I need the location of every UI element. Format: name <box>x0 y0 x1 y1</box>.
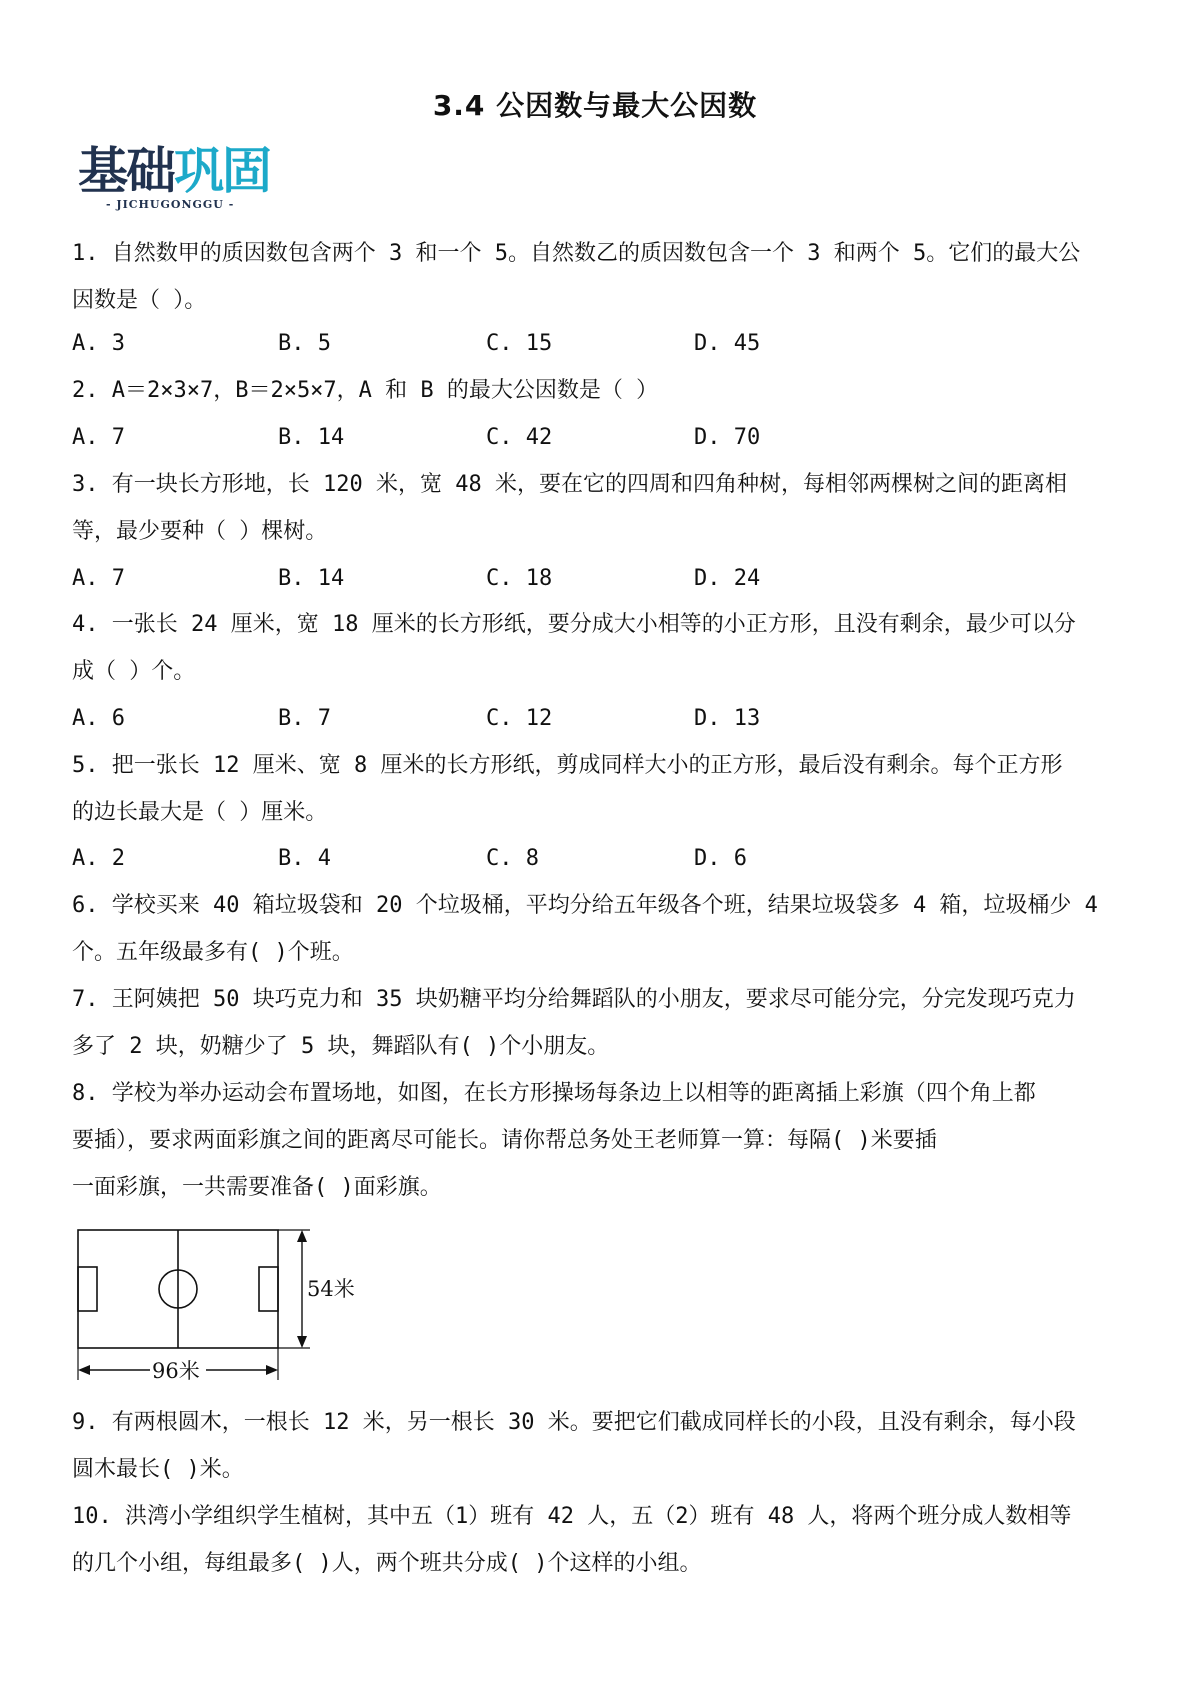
question-line: 要插），要求两面彩旗之间的距离尽可能长。请你帮总务处王老师算一算：每隔( )米要插 <box>72 1128 937 1153</box>
question-7 <box>72 976 1132 1070</box>
question-4 <box>72 601 1132 695</box>
option: B. 5 <box>278 331 331 356</box>
question-line: 7. 王阿姨把 50 块巧克力和 35 块奶糖平均分给舞蹈队的小朋友，要求尽可能分完，分完发现巧克力 <box>72 987 1076 1012</box>
field-right-box <box>259 1267 278 1311</box>
question-line: 等，最少要种（ ）棵树。 <box>72 519 328 544</box>
question-2 <box>72 367 1132 414</box>
question-line: 的几个小组，每组最多( )人，两个班共分成( )个这样的小组。 <box>72 1551 702 1576</box>
question-9 <box>72 1399 1132 1493</box>
question-line: 3. 有一块长方形地，长 120 米，宽 48 米，要在它的四周和四角种树，每相邻两棵树之间的距离相 <box>72 472 1067 497</box>
logo-subtitle: - JICHUGONGGU - <box>106 198 235 211</box>
option: C. 12 <box>486 706 553 731</box>
question-line: 一面彩旗，一共需要准备( )面彩旗。 <box>72 1175 442 1200</box>
sports-field-figure <box>70 1225 370 1380</box>
question-line: 个。五年级最多有( )个班。 <box>72 940 354 965</box>
field-left-box <box>78 1267 97 1311</box>
option: C. 15 <box>486 331 553 356</box>
option: D. 45 <box>694 331 761 356</box>
question-8 <box>72 1070 1132 1211</box>
page-title: 3.4 公因数与最大公因数 <box>432 89 758 122</box>
question-10 <box>72 1493 1132 1587</box>
height-arrow-bottom <box>297 1336 307 1348</box>
option: D. 70 <box>694 425 761 450</box>
question-line: 圆木最长( )米。 <box>72 1457 244 1482</box>
option: D. 24 <box>694 566 761 591</box>
option: B. 14 <box>278 425 345 450</box>
option: A. 3 <box>72 331 125 356</box>
option: A. 7 <box>72 566 125 591</box>
height-label: 54米 <box>307 1277 355 1301</box>
option: B. 7 <box>278 706 331 731</box>
option: B. 4 <box>278 846 331 871</box>
logo-main-light: 巩固 <box>174 142 270 200</box>
question-line: 8. 学校为举办运动会布置场地，如图，在长方形操场每条边上以相等的距离插上彩旗（四个角上都 <box>72 1081 1036 1106</box>
question-1 <box>72 230 1132 324</box>
question-line: 9. 有两根圆木，一根长 12 米，另一根长 30 米。要把它们截成同样长的小段，且没有剩余，每小段 <box>72 1410 1076 1435</box>
option: C. 42 <box>486 425 553 450</box>
width-arrow-left <box>78 1365 90 1375</box>
question-5 <box>72 742 1132 836</box>
option: A. 6 <box>72 706 125 731</box>
option: C. 18 <box>486 566 553 591</box>
height-arrow-top <box>297 1230 307 1242</box>
question-line: 成（ ）个。 <box>72 659 196 684</box>
question-line: 多了 2 块，奶糖少了 5 块，舞蹈队有( )个小朋友。 <box>72 1034 610 1059</box>
width-arrow-right <box>266 1365 278 1375</box>
option: B. 14 <box>278 566 345 591</box>
option: C. 8 <box>486 846 539 871</box>
question-line: 因数是（ ）。 <box>72 288 207 313</box>
question-line: 2. A＝2×3×7，B＝2×5×7，A 和 B 的最大公因数是（ ） <box>72 378 659 403</box>
question-6 <box>72 882 1132 976</box>
question-3 <box>72 461 1132 555</box>
option: A. 2 <box>72 846 125 871</box>
logo-main-dark: 基础 <box>78 142 174 200</box>
option: D. 6 <box>694 846 747 871</box>
question-line: 的边长最大是（ ）厘米。 <box>72 800 328 825</box>
option: A. 7 <box>72 425 125 450</box>
question-line: 6. 学校买来 40 箱垃圾袋和 20 个垃圾桶，平均分给五年级各个班，结果垃圾袋多 4 箱，垃圾桶少 4 <box>72 893 1098 918</box>
question-line: 4. 一张长 24 厘米，宽 18 厘米的长方形纸，要分成大小相等的小正方形，且没有剩余，最少可以分 <box>72 612 1076 637</box>
question-line: 5. 把一张长 12 厘米、宽 8 厘米的长方形纸，剪成同样大小的正方形，最后没有剩余。每个正方形 <box>72 753 1063 778</box>
width-label: 96米 <box>152 1359 200 1380</box>
option: D. 13 <box>694 706 761 731</box>
section-logo <box>78 142 293 214</box>
question-line: 10. 洪湾小学组织学生植树，其中五（1）班有 42 人，五（2）班有 48 人，将两个班分成人数相等 <box>72 1504 1072 1529</box>
question-line: 1. 自然数甲的质因数包含两个 3 和一个 5。自然数乙的质因数包含一个 3 和两个 5。它们的最大公 <box>72 241 1081 266</box>
